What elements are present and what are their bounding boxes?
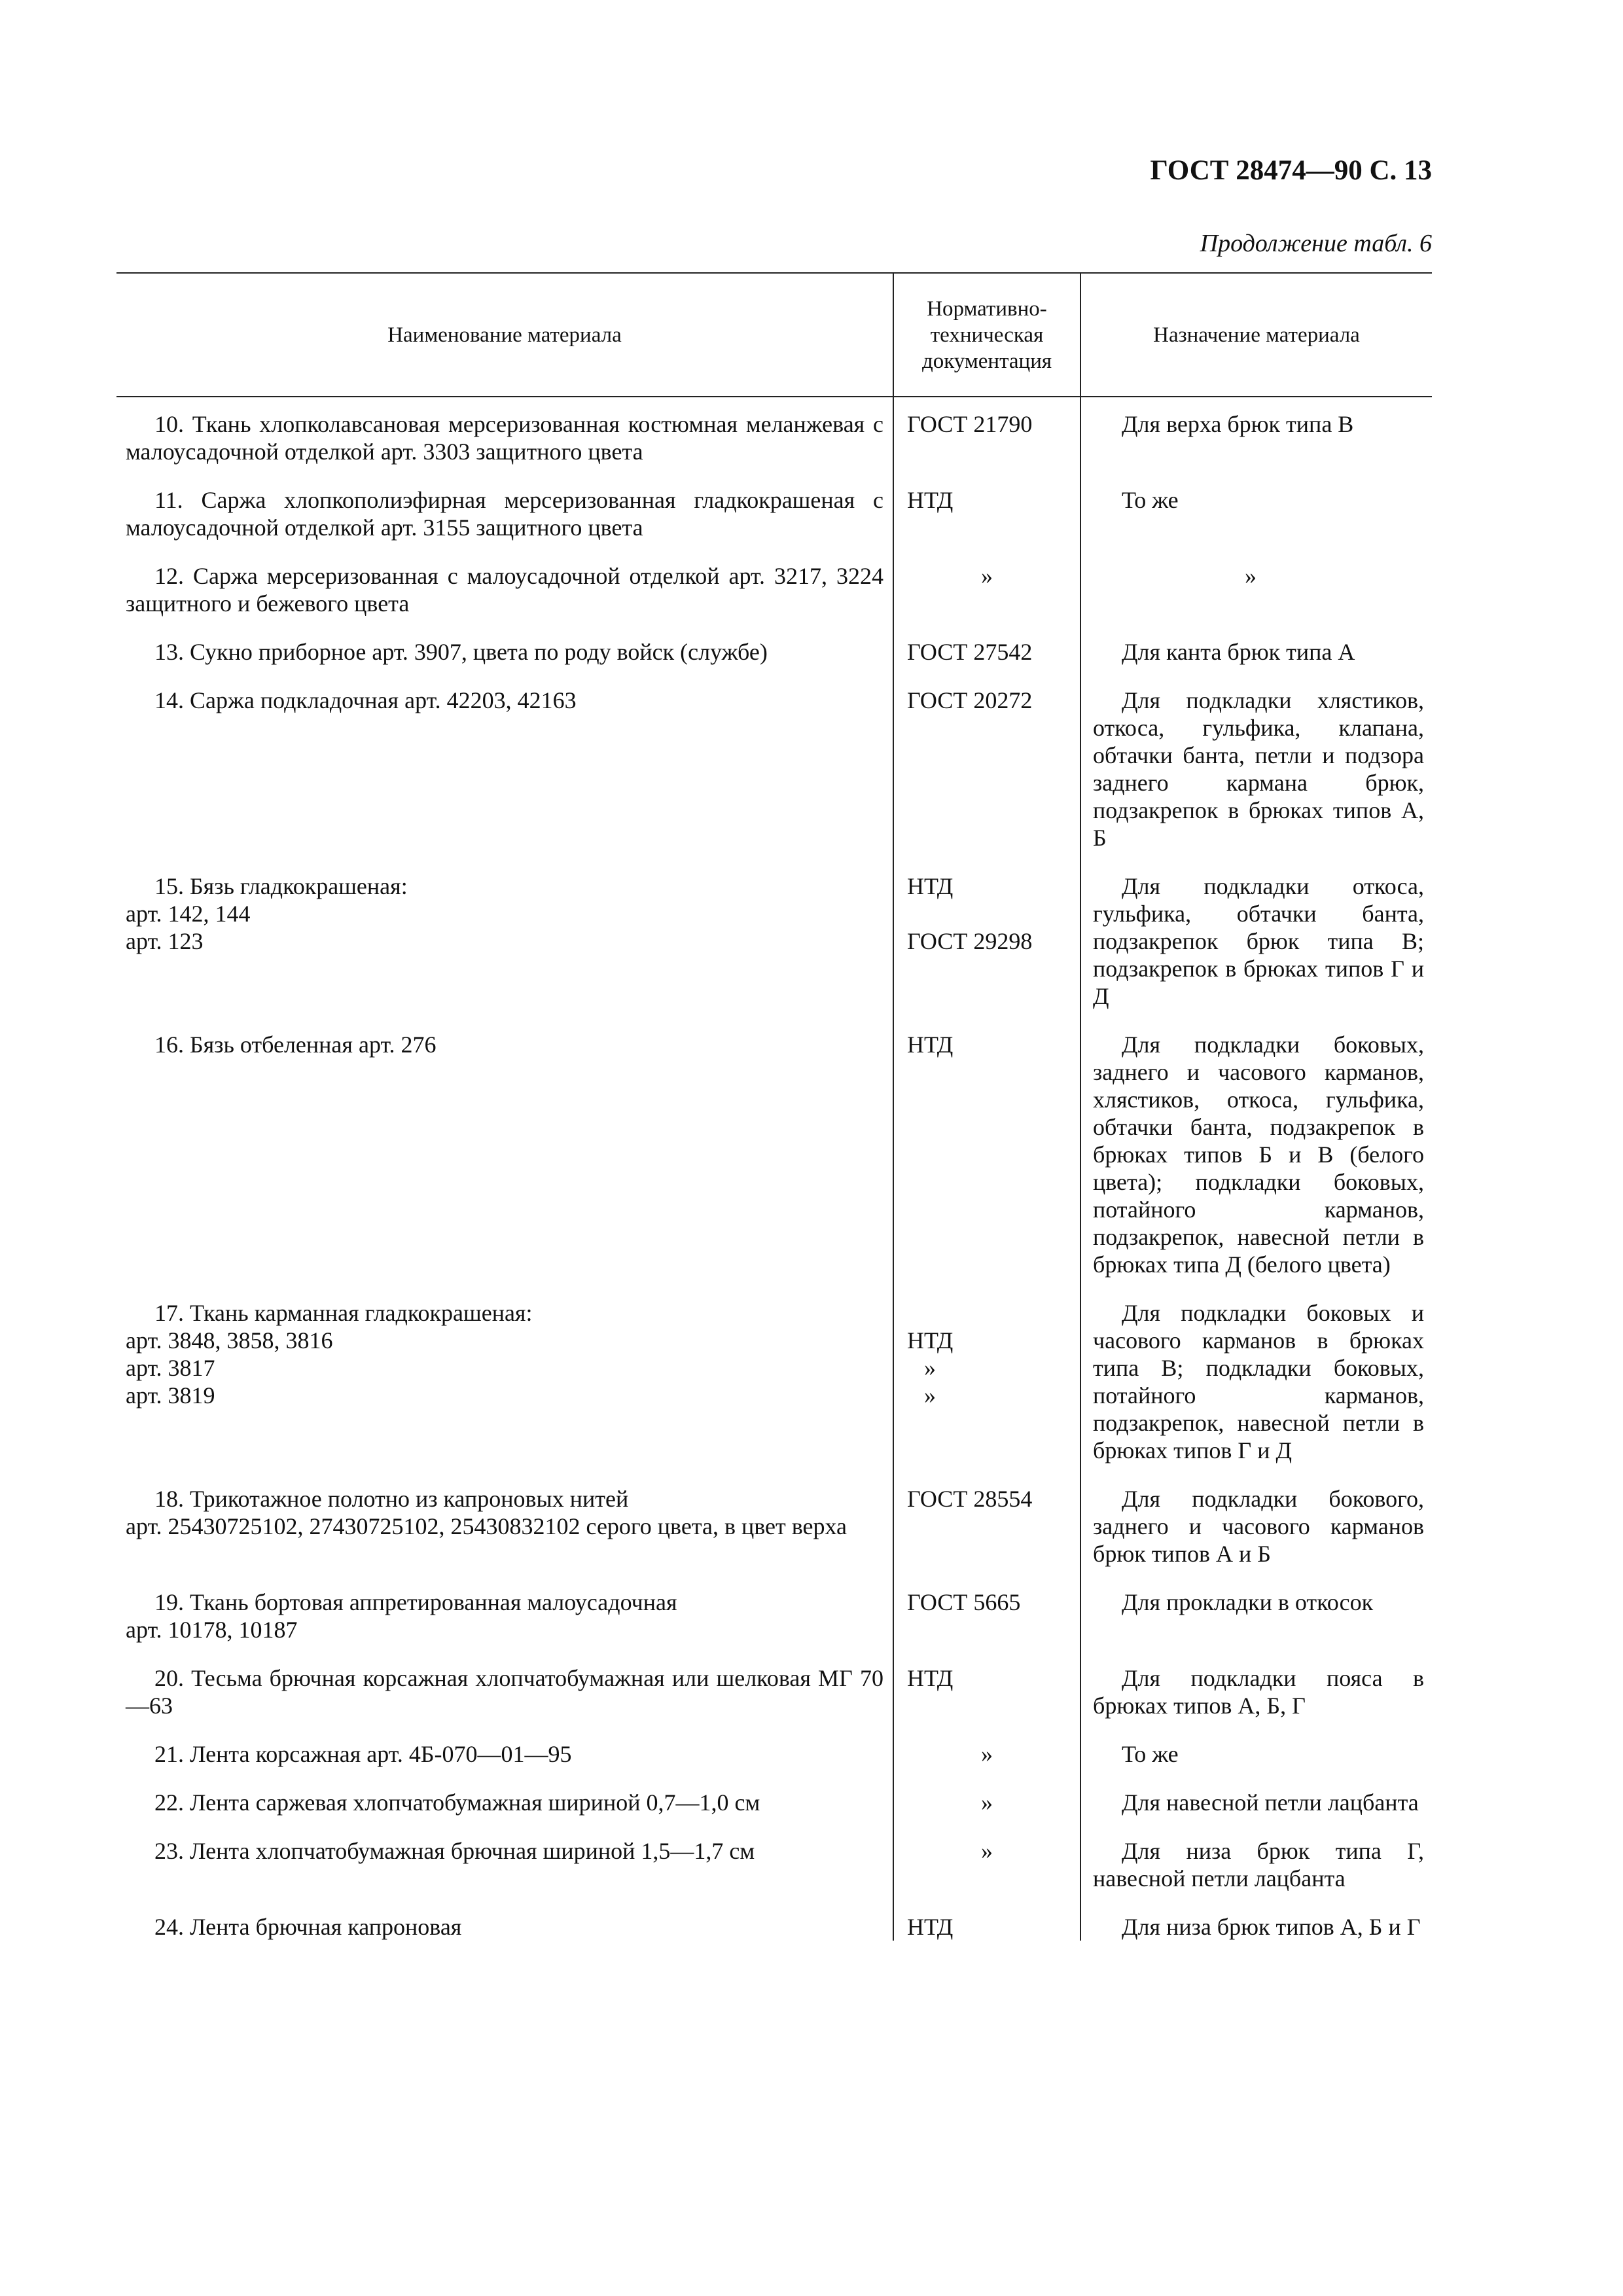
table-row — [116, 1837, 1432, 1913]
purpose: То же — [1080, 1740, 1432, 1789]
purpose: Для подкладки боковых, заднего и часового карманов, хлястиков, откоса, гульфика, обтачки банта, подзакрепок в брюках типов Б и В (белого цвета); подкладки боковых, потайного карманов, подзакрепок, навесной петли в брюках типа Д (белого цвета) — [1080, 1031, 1432, 1299]
material-name: 15. Бязь гладкокрашеная: арт. 142, 144 арт. 123 — [126, 873, 408, 954]
documentation: ГОСТ 5665 — [893, 1588, 1080, 1664]
purpose: То же — [1080, 486, 1432, 562]
table-row — [116, 1485, 1432, 1588]
table-row — [116, 1789, 1432, 1837]
purpose: Для низа брюк типа Г, навесной петли лацбанта — [1080, 1837, 1432, 1913]
material-name: 20. Тесьма брючная корсажная хлопчатобумажная или шелковая МГ 70—63 — [126, 1665, 883, 1719]
table-caption: Продолжение табл. 6 — [1200, 230, 1432, 257]
materials-table — [116, 272, 1432, 1941]
material-name: 16. Бязь отбеленная арт. 276 — [154, 1031, 437, 1058]
documentation: ГОСТ 28554 — [893, 1485, 1080, 1588]
purpose: Для низа брюк типов А, Б и Г — [1080, 1913, 1432, 1941]
table-row — [116, 872, 1432, 1031]
purpose: Для подкладки хлястиков, откоса, гульфика, клапана, обтачки банта, петли и подзора заднего кармана брюк, подзакрепок в брюках типов А, Б — [1080, 687, 1432, 872]
documentation: » — [893, 1789, 1080, 1837]
documentation: » — [893, 1740, 1080, 1789]
column-header-purpose: Назначение материала — [1080, 273, 1432, 397]
table-row — [116, 1664, 1432, 1740]
table-row — [116, 1031, 1432, 1299]
material-name: 22. Лента саржевая хлопчатобумажная шириной 0,7—1,0 см — [154, 1789, 760, 1816]
table-row — [116, 1740, 1432, 1789]
purpose: » — [1080, 562, 1432, 638]
purpose: Для канта брюк типа А — [1080, 638, 1432, 687]
documentation: ГОСТ 27542 — [893, 638, 1080, 687]
documentation: ГОСТ 20272 — [893, 687, 1080, 872]
purpose: Для подкладки бокового, заднего и часового карманов брюк типов А и Б — [1080, 1485, 1432, 1588]
documentation: » — [893, 562, 1080, 638]
purpose: Для навесной петли лацбанта — [1080, 1789, 1432, 1837]
table-row — [116, 1588, 1432, 1664]
documentation: НТД — [893, 486, 1080, 562]
material-name: 14. Саржа подкладочная арт. 42203, 42163 — [154, 687, 577, 713]
table-row — [116, 397, 1432, 486]
documentation: НТД — [893, 1913, 1080, 1941]
column-header-documentation: Нормативно- техническая документация — [893, 273, 1080, 397]
purpose: Для подкладки боковых и часового карманов в брюках типа В; подкладки боковых, потайного карманов, подзакрепок, навесной петли в брюках типов Г и Д — [1080, 1299, 1432, 1485]
page-header: ГОСТ 28474—90 С. 13 — [1150, 155, 1432, 186]
documentation: НТД ГОСТ 29298 — [893, 872, 1080, 1031]
purpose: Для верха брюк типа В — [1080, 397, 1432, 486]
documentation: ГОСТ 21790 — [893, 397, 1080, 486]
material-name: 13. Сукно приборное арт. 3907, цвета по роду войск (службе) — [154, 639, 768, 665]
table-row — [116, 687, 1432, 872]
material-name: 18. Трикотажное полотно из капроновых нитей арт. 25430725102, 27430725102, 25430832102 серого цвета, в цвет верха — [126, 1486, 847, 1539]
material-name: 24. Лента брючная капроновая — [154, 1914, 462, 1940]
table-row — [116, 486, 1432, 562]
table-header-row — [116, 273, 1432, 397]
documentation: НТД — [893, 1664, 1080, 1740]
material-name: 12. Саржа мерсеризованная с малоусадочной отделкой арт. 3217, 3224 защитного и бежевого цвета — [126, 563, 883, 617]
material-name: 11. Саржа хлопкополиэфирная мерсеризованная гладкокрашеная с малоусадочной отделкой арт. 3155 защитного цвета — [126, 487, 883, 541]
material-name: 17. Ткань карманная гладкокрашеная: арт. 3848, 3858, 3816 арт. 3817 арт. 3819 — [126, 1300, 533, 1408]
material-name: 21. Лента корсажная арт. 4Б-070—01—95 — [154, 1741, 572, 1767]
material-name: 10. Ткань хлопколавсановая мерсеризованная костюмная меланжевая с малоусадочной отделкой арт. 3303 защитного цвета — [126, 411, 883, 465]
purpose: Для подкладки пояса в брюках типов А, Б, Г — [1080, 1664, 1432, 1740]
purpose: Для прокладки в откосок — [1080, 1588, 1432, 1664]
column-header-material: Наименование материала — [116, 273, 893, 397]
table-row — [116, 1299, 1432, 1485]
table-row — [116, 1913, 1432, 1941]
documentation: » — [893, 1837, 1080, 1913]
table-row — [116, 562, 1432, 638]
documentation: НТД » » — [893, 1299, 1080, 1485]
documentation: НТД — [893, 1031, 1080, 1299]
material-name: 23. Лента хлопчатобумажная брючная шириной 1,5—1,7 см — [154, 1838, 755, 1864]
table-row — [116, 638, 1432, 687]
material-name: 19. Ткань бортовая аппретированная малоусадочная арт. 10178, 10187 — [126, 1589, 677, 1643]
purpose: Для подкладки откоса, гульфика, обтачки банта, подзакрепок брюк типа В; подзакрепок в брюках типов Г и Д — [1080, 872, 1432, 1031]
